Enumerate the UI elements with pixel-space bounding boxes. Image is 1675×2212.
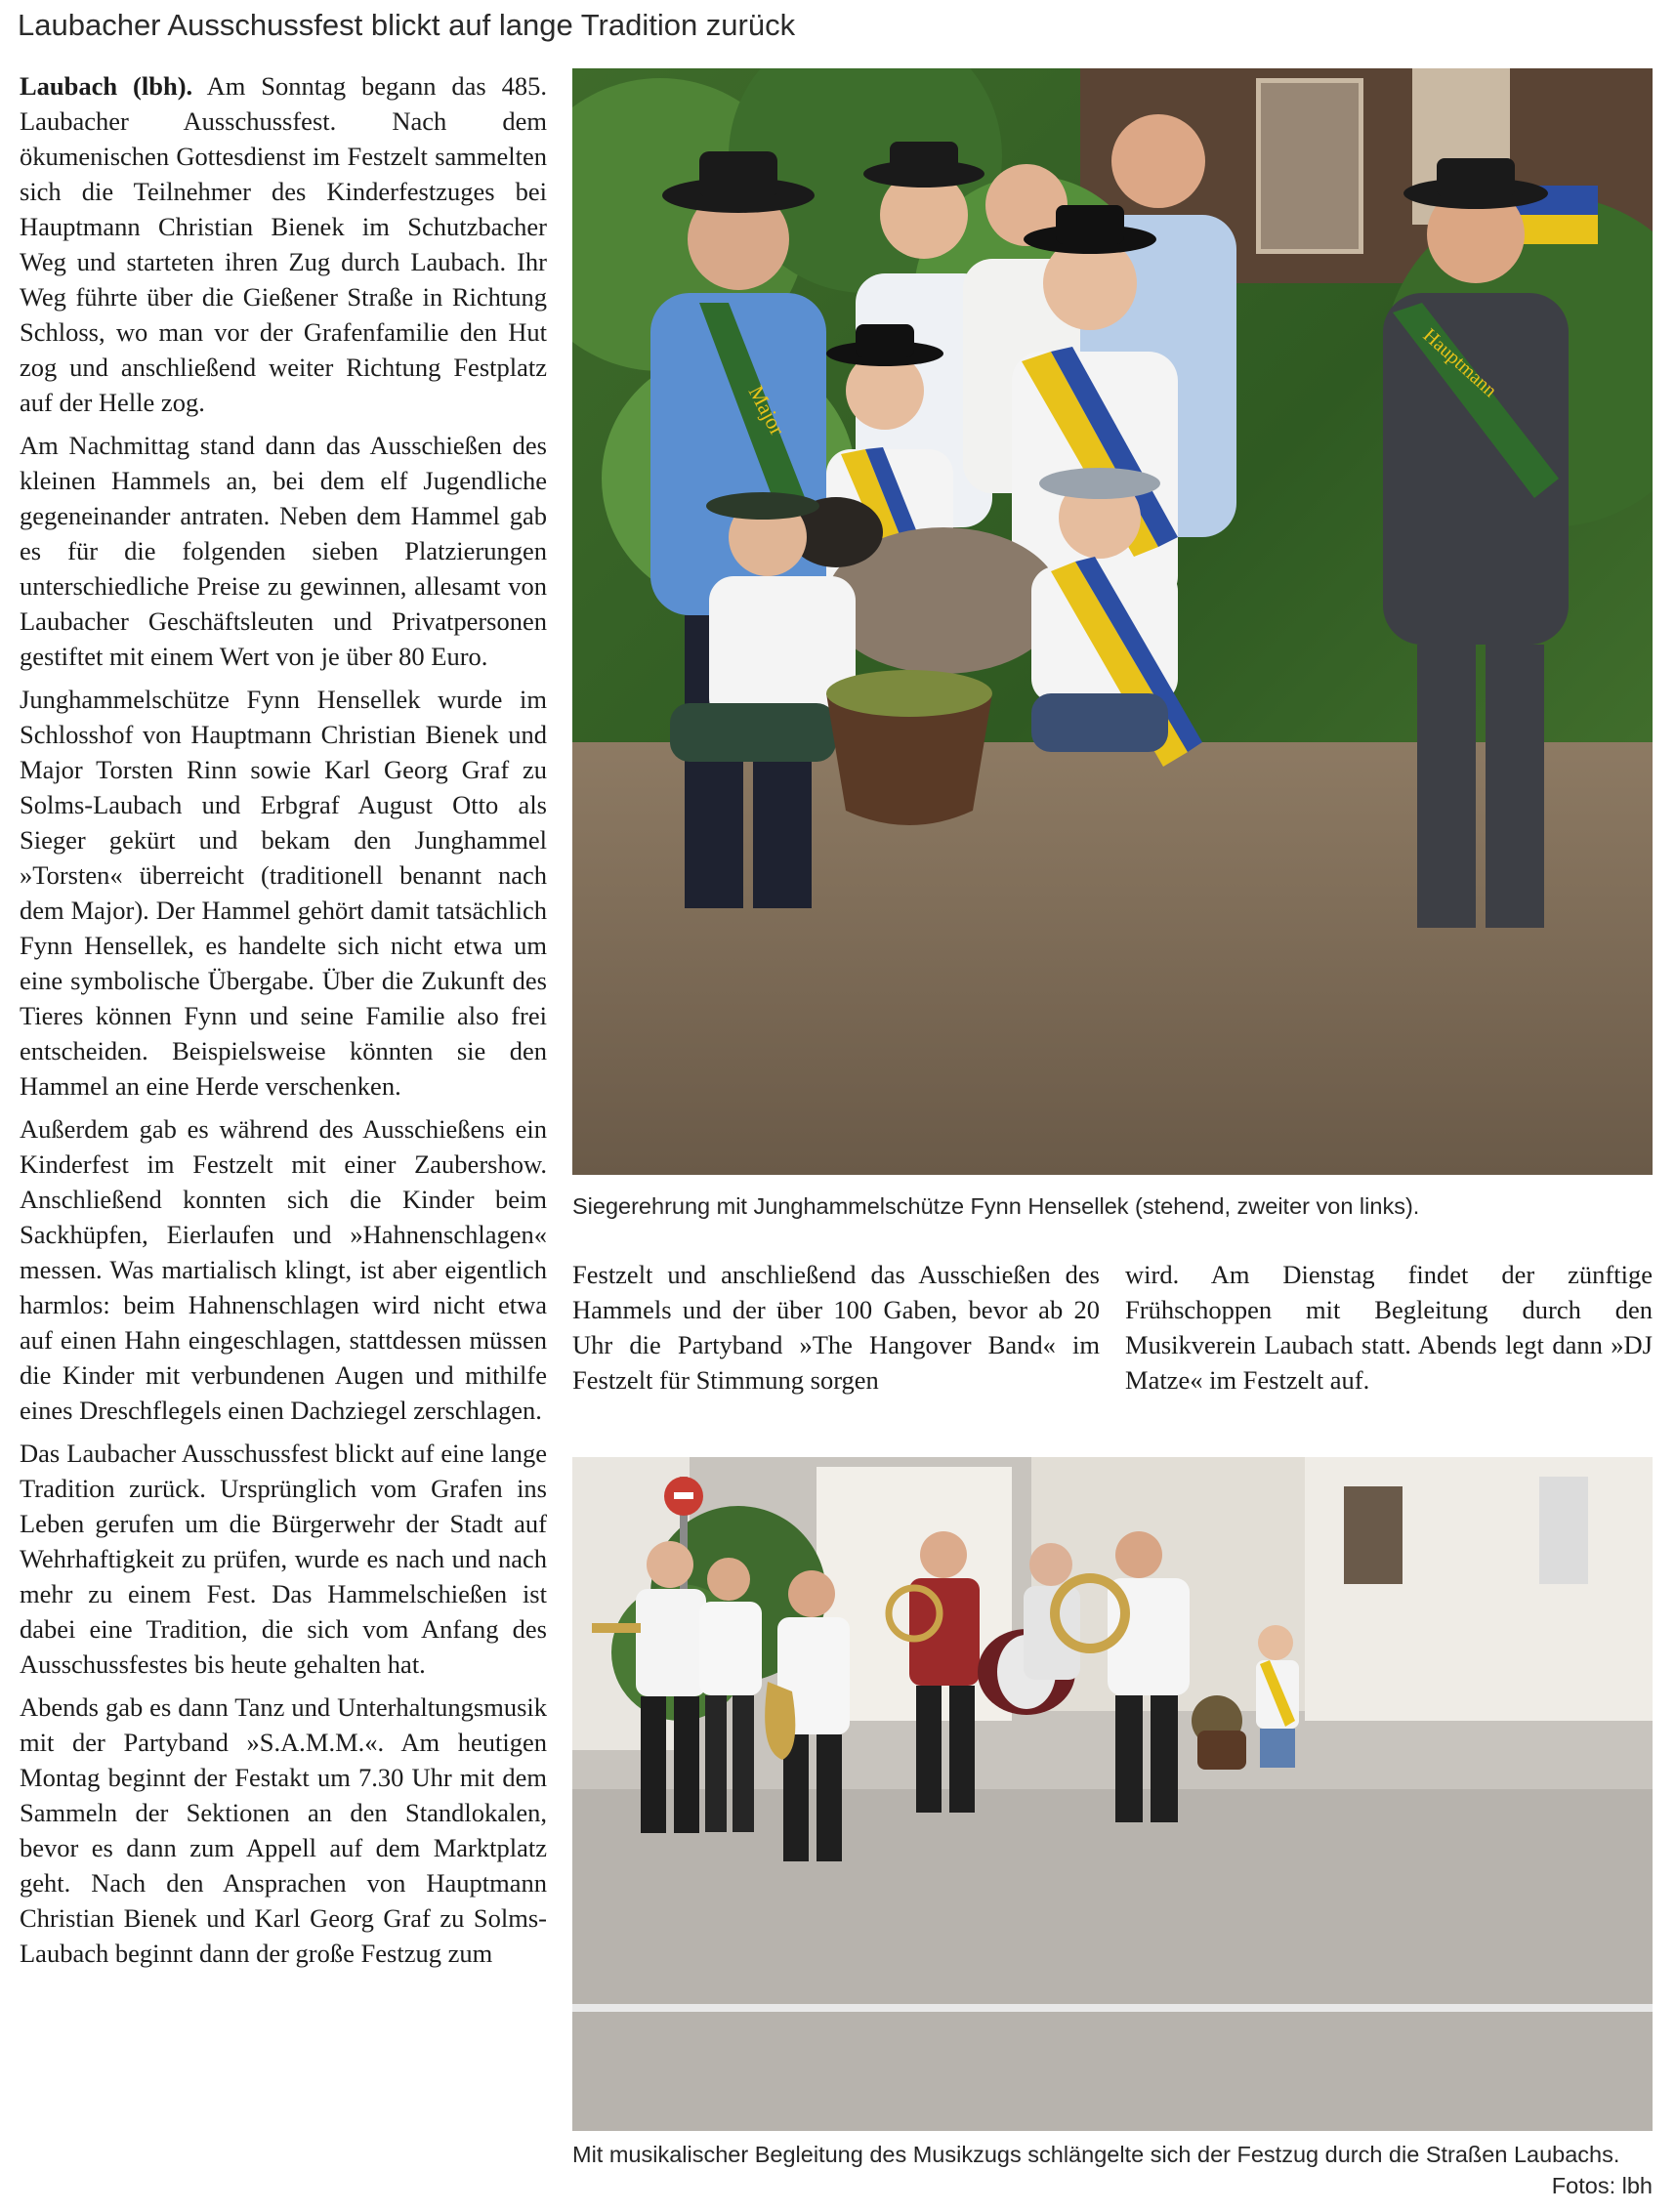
article-paragraph: Junghammelschütze Fynn Hensellek wurde im Schlosshof von Hauptmann Christian Bienek und Major Torsten Rinn sowie Karl Georg Graf zu Solms-Laubach und Erbgraf August Otto als Sieger gekürt und bekam den Junghammel »Torsten« überreicht (traditionell benannt nach dem Major). Der Hammel gehört damit tatsächlich Fynn Hensellek, es handelte sich nicht etwa um eine symbolische Übergabe. Über die Zukunft des Tieres können Fynn und seine Familie also frei entscheiden. Beispielsweise könnten sie den Hammel an eine Herde verschenken.: [20, 685, 547, 1101]
photo-marching-band: [572, 1457, 1653, 2131]
article-column-middle: [572, 1257, 1100, 1398]
photo-award-ceremony-illustration: [572, 68, 1653, 1175]
article-paragraph: Am Nachmittag stand dann das Ausschießen des kleinen Hammels an, bei dem elf Jugendliche gegeneinander antraten. Neben dem Hammel gab es für die folgenden sieben Platzierungen unterschiedliche Preise zu gewinnen, allesamt von Laubacher Geschäftsleuten und Privatpersonen gestiftet mit einem Wert von je über 80 Euro.: [20, 431, 547, 671]
article-paragraph: Außerdem gab es während des Ausschießens ein Kinderfest im Festzelt mit einer Zaubershow. Anschließend konnten sich die Kinder beim Sackhüpfen, Eierlaufen und »Hahnenschlagen« messen. Was martialisch klingt, ist aber eigentlich harmlos: beim Hahnenschlagen wird nicht etwa auf einen Hahn eingeschlagen, stattdessen müssen die Kinder mit verbundenen Augen und mithilfe eines Dreschflegels einen Dachziegel zerschlagen.: [20, 1114, 547, 1425]
photo-caption-bottom: Mit musikalischer Begleitung des Musikzugs schlängelte sich der Festzug durch die Straßen Laubachs.: [572, 2142, 1620, 2167]
photo-credit: Fotos: lbh: [1551, 2173, 1653, 2198]
article-paragraph-text: Am Sonntag begann das 485. Laubacher Ausschussfest. Nach dem ökumenischen Gottesdienst im Festzelt sammelten sich die Teilnehmer des Kinderfestzuges bei Hauptmann Christian Bienek im Schutzbacher Weg und starteten ihren Zug durch Laubach. Ihr Weg führte über die Gießener Straße in Richtung Schloss, wo man vor der Grafenfamilie den Hut zog und anschließend weiter Richtung Festplatz auf der Helle zog.: [20, 71, 548, 417]
sash-left-text: Major: [743, 381, 790, 439]
article-paragraph: Abends gab es dann Tanz und Unterhaltungsmusik mit der Partyband »S.A.M.M.«. Am heutigen Montag beginnt der Festakt um 7.30 Uhr mit dem Sammeln der Sektionen an den Standlokalen, bevor es dann zum Appell auf dem Marktplatz geht. Nach den Ansprachen von Hauptmann Christian Bienek und Karl Georg Graf zu Solms-Laubach beginnt dann der große Festzug zum: [20, 1692, 547, 1968]
photo-caption-top: Siegerehrung mit Junghammelschütze Fynn Hensellek (stehend, zweiter von links).: [572, 1193, 1420, 1219]
photo-award-ceremony: [572, 68, 1653, 1175]
article-paragraph: Festzelt und anschließend das Ausschießen des Hammels und der über 100 Gaben, bevor ab 20 Uhr die Partyband »The Hangover Band« im Festzelt für Stimmung sorgen: [572, 1260, 1100, 1395]
article-column-right: [1125, 1257, 1653, 1398]
article-paragraph: [20, 68, 547, 420]
article-paragraph: Das Laubacher Ausschussfest blickt auf eine lange Tradition zurück. Ursprünglich vom Grafen ins Leben gerufen um die Bürgerwehr der Stadt auf Wehrhaftigkeit zu prüfen, wurde es nach und nach mehr zu einem Fest. Das Hammelschießen ist dabei eine Tradition, die sich vom Anfang des Ausschussfestes bis heute gehalten hat.: [20, 1439, 547, 1679]
article-dateline: Laubach (lbh).: [20, 71, 193, 101]
sash-right-text: Hauptmann: [1418, 324, 1501, 402]
headline: Laubacher Ausschussfest blickt auf lange Tradition zurück: [18, 8, 796, 42]
article-paragraph: wird. Am Dienstag findet der zünftige Frühschoppen mit Begleitung durch den Musikverein Laubach statt. Abends legt dann »DJ Matze« im Festzelt auf.: [1125, 1260, 1653, 1395]
photo-marching-band-illustration: [572, 1457, 1653, 2131]
article-column-left: [20, 68, 547, 1971]
